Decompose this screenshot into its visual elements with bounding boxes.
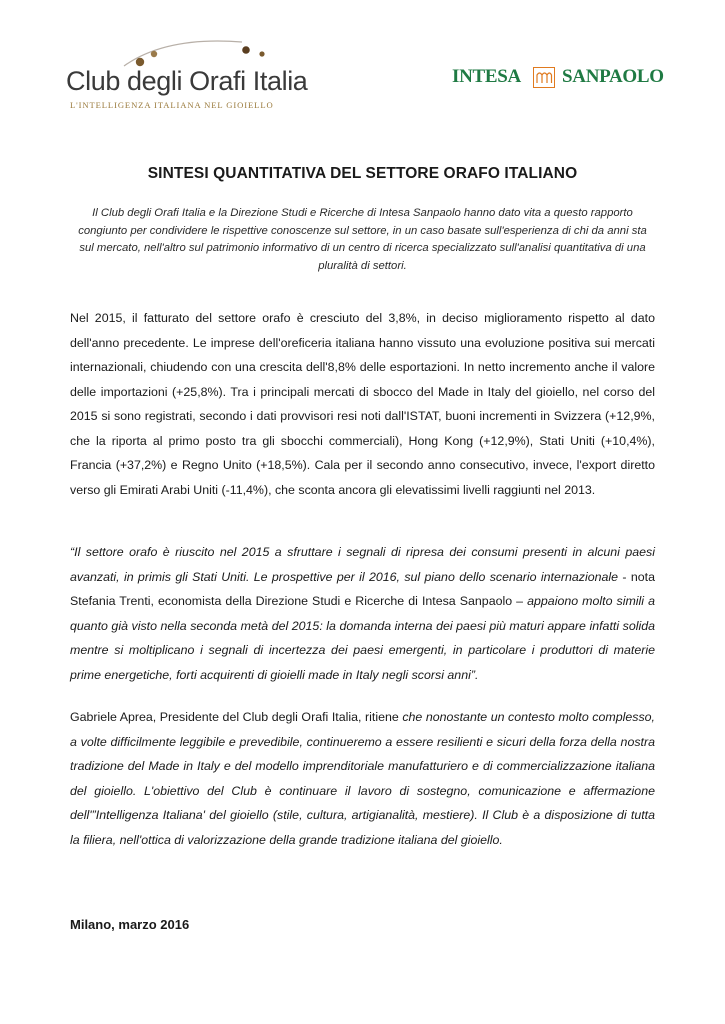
paragraph-market-data: Nel 2015, il fatturato del settore orafo è cresciuto del 3,8%, in deciso miglioramento rispetto al dato dell'anno precedente. Le imprese dell'oreficeria italiana hanno vissuto una evoluzione positiva sui mercati internazionali, chiudendo con una crescita dell'8,8% delle esportazioni. In netto incremento anche il valore delle importazioni (+25,8%). Tra i principali mercati di sbocco del Made in Italy del gioiello, nel corso del 2015 si sono registrati, secondo i dati provvisori resi noti dall'ISTAT, buoni incrementi in Svizzera (+12,9%, che la riporta al primo posto tra gli sbocchi commerciali), Hong Kong (+12,9%), Stati Uniti (+10,4%), Francia (+37,2%) e Regno Unito (+18,5%). Cala per il secondo anno consecutivo, invece, l'export diretto verso gli Emirati Arabi Uniti (-11,4%), che sconta ancora gli elevatissimi livelli raggiunti nel 2013. (70, 311, 655, 497)
quote-opening: “Il settore orafo è riuscito nel 2015 a sfruttare i segnali di ripresa dei consumi presenti in alcuni paesi avanzati, in primis gli Stati Uniti. Le prospettive per il 2016, sul piano dello scenario internazionale (70, 545, 655, 584)
place-date-signoff: Milano, marzo 2016 (70, 917, 190, 932)
aprea-quote: che nonostante un contesto molto complesso, a volte difficilmente leggibile e prevedibile, continueremo a essere resilienti e sicuri della forza della nostra tradizione del Made in Italy e del modello imprenditoriale manufatturiero e di commercializzazione italiana del gioiello. L'obiettivo del Club è continuare il lavoro di sostegno, comunicazione e affermazione dell'”Intelligenza Italiana' del gioiello (stile, cultura, artigianalità, mestiere). Il Club è a disposizione di tutta la filiera, nell'ottica di valorizzazione della grande tradizione italiana del gioiello. (70, 710, 655, 847)
bank-logo-mark-icon (533, 67, 555, 88)
paragraph-aprea-quote (70, 705, 655, 852)
club-logo-tagline: L'INTELLIGENZA ITALIANA NEL GIOIELLO (70, 100, 274, 110)
intro-paragraph: Il Club degli Orafi Italia e la Direzione Studi e Ricerche di Intesa Sanpaolo hanno dato vita a questo rapporto congiunto per condividere le rispettive conoscenze sul settore, in un caso basate sull'esperienza di chi da anni sta sul mercato, nell'altro sul patrimonio informativo di un centro di ricerca specializzato sull'analisi quantitativa di una pluralità di settori. (78, 207, 647, 272)
quote-attribution: - nota Stefania Trenti, economista della Direzione Studi e Ricerche di Intesa Sanpaolo – (70, 569, 656, 608)
bank-logo (452, 66, 672, 92)
bank-logo-left-word: INTESA (452, 66, 521, 87)
paragraph-trenti-quote (70, 540, 655, 687)
quote-closing: appaiono molto simili a quanto già visto nella seconda metà del 2015: la domanda interna dei paesi più maturi appare infatti solida mentre si moltiplicano i segnali di incertezza dei paesi emergenti, in particolare i produttori di materie prime energetiche, forti acquirenti di gioielli made in Italy negli scorsi anni”. (70, 594, 655, 682)
bank-logo-right-word: SANPAOLO (562, 66, 664, 87)
aprea-lead: Gabriele Aprea, Presidente del Club degli Orafi Italia, ritiene (70, 710, 403, 724)
club-logo-name: Club degli Orafi Italia (66, 66, 308, 96)
club-logo (62, 36, 308, 118)
document-title: SINTESI QUANTITATIVA DEL SETTORE ORAFO ITALIANO (147, 165, 578, 182)
